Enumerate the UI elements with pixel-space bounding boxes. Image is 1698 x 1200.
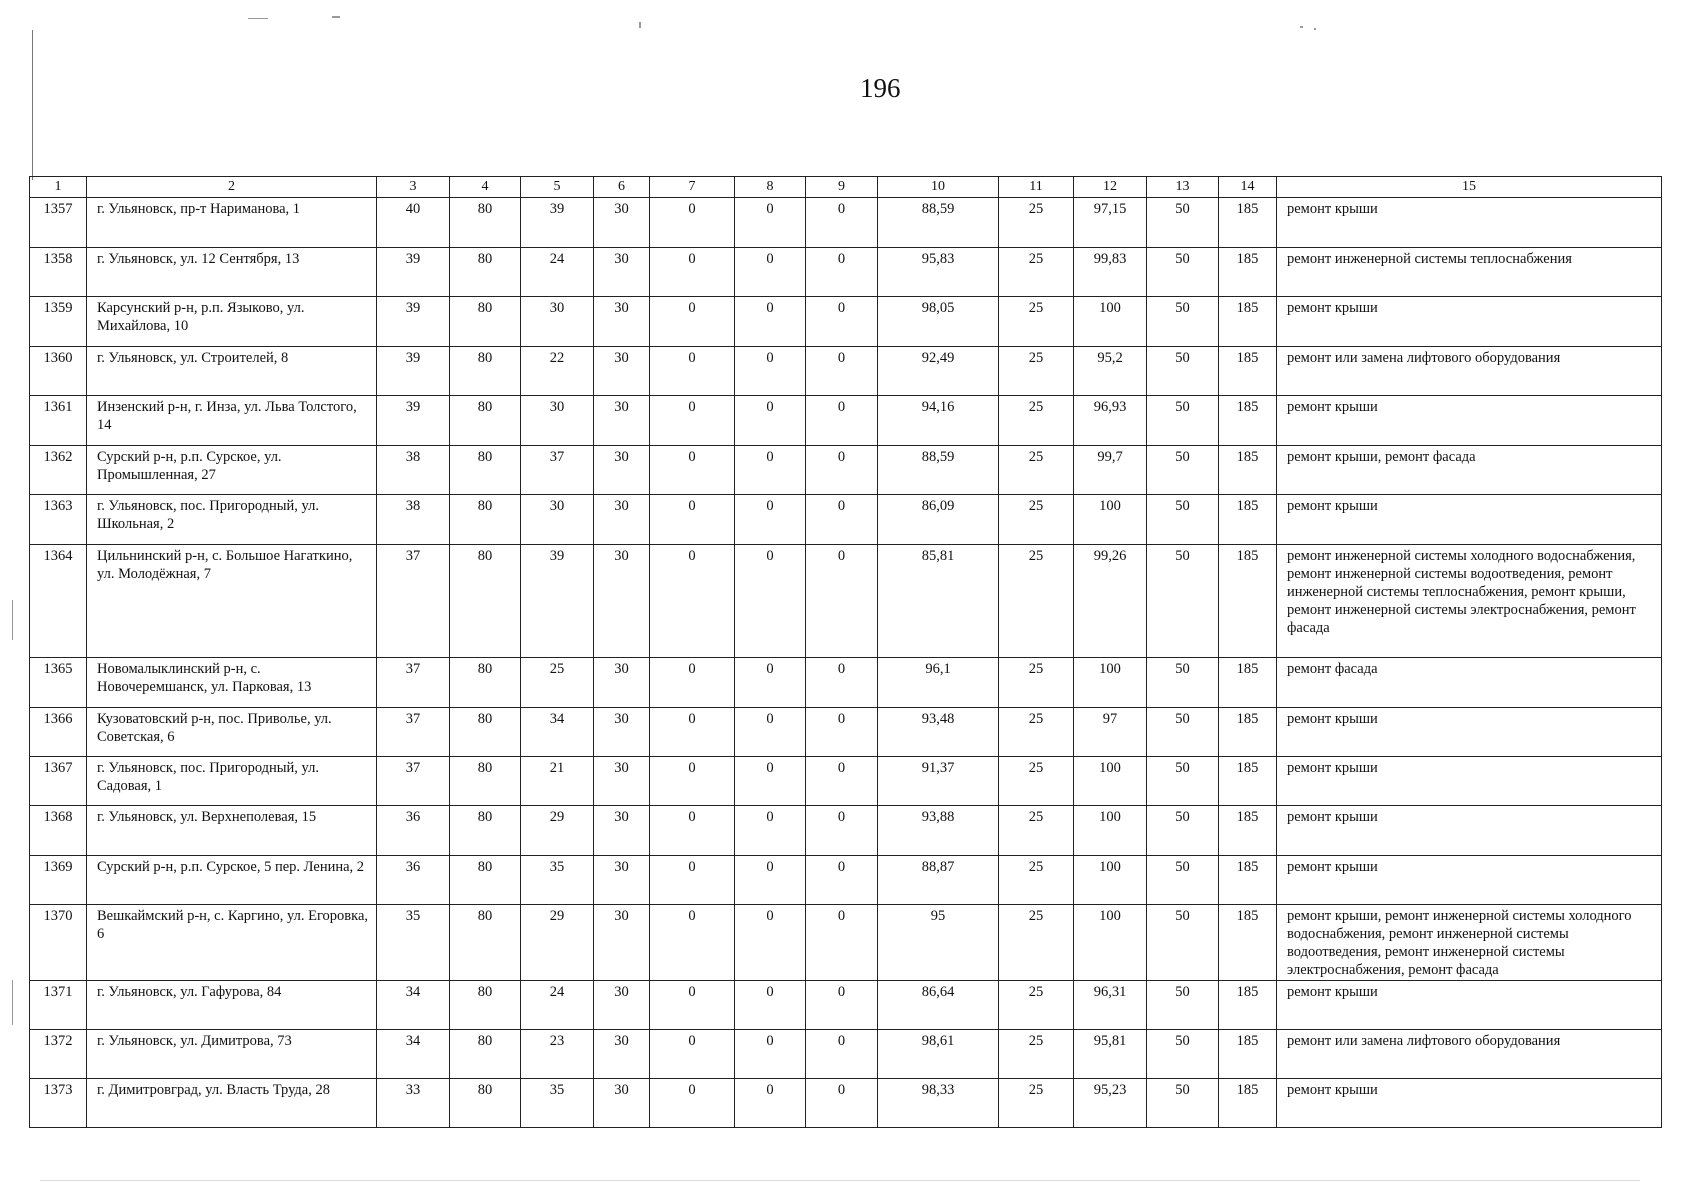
col6-cell: 30 — [594, 981, 650, 1030]
column-header: 14 — [1219, 177, 1277, 198]
work-type-cell: ремонт крыши, ремонт фасада — [1277, 446, 1662, 495]
col6-cell: 30 — [594, 297, 650, 347]
col11-cell: 25 — [999, 708, 1074, 757]
col5-cell: 24 — [521, 248, 594, 297]
col13-cell: 50 — [1147, 1079, 1219, 1128]
col8-cell: 0 — [735, 658, 806, 708]
col14-cell: 185 — [1219, 757, 1277, 806]
address-cell: Карсунский р-н, р.п. Языково, ул. Михайлова, 10 — [87, 297, 377, 347]
col13-cell: 50 — [1147, 1030, 1219, 1079]
col5-cell: 39 — [521, 545, 594, 658]
col7-cell: 0 — [650, 495, 735, 545]
row-number-cell: 1370 — [30, 905, 87, 981]
col4-cell: 80 — [450, 248, 521, 297]
work-type-cell: ремонт инженерной системы холодного водоснабжения, ремонт инженерной системы водоотведения, ремонт инженерной системы теплоснабжения, ремонт крыши, ремонт инженерной системы электроснабжения, ремонт фасада — [1277, 545, 1662, 658]
col7-cell: 0 — [650, 658, 735, 708]
col7-cell: 0 — [650, 198, 735, 248]
col14-cell: 185 — [1219, 396, 1277, 446]
col5-cell: 29 — [521, 905, 594, 981]
address-cell: Цильнинский р-н, с. Большое Нагаткино, ул. Молодёжная, 7 — [87, 545, 377, 658]
row-number-cell: 1358 — [30, 248, 87, 297]
col10-cell: 95 — [878, 905, 999, 981]
col11-cell: 25 — [999, 658, 1074, 708]
row-number-cell: 1372 — [30, 1030, 87, 1079]
col13-cell: 50 — [1147, 981, 1219, 1030]
table-row — [30, 198, 1662, 248]
address-cell: г. Ульяновск, пос. Пригородный, ул. Школьная, 2 — [87, 495, 377, 545]
col8-cell: 0 — [735, 198, 806, 248]
col9-cell: 0 — [806, 248, 878, 297]
col11-cell: 25 — [999, 446, 1074, 495]
column-header: 9 — [806, 177, 878, 198]
table-row — [30, 981, 1662, 1030]
col10-cell: 88,59 — [878, 446, 999, 495]
col7-cell: 0 — [650, 297, 735, 347]
column-header: 11 — [999, 177, 1074, 198]
col6-cell: 30 — [594, 396, 650, 446]
col10-cell: 93,88 — [878, 806, 999, 856]
column-header: 4 — [450, 177, 521, 198]
col5-cell: 37 — [521, 446, 594, 495]
work-type-cell: ремонт крыши — [1277, 495, 1662, 545]
col7-cell: 0 — [650, 248, 735, 297]
address-cell: Инзенский р-н, г. Инза, ул. Льва Толстого, 14 — [87, 396, 377, 446]
column-header: 15 — [1277, 177, 1662, 198]
col5-cell: 30 — [521, 396, 594, 446]
col14-cell: 185 — [1219, 545, 1277, 658]
address-cell: г. Ульяновск, ул. Димитрова, 73 — [87, 1030, 377, 1079]
col10-cell: 88,87 — [878, 856, 999, 905]
col14-cell: 185 — [1219, 1079, 1277, 1128]
row-number-cell: 1367 — [30, 757, 87, 806]
col13-cell: 50 — [1147, 446, 1219, 495]
row-number-cell: 1361 — [30, 396, 87, 446]
col10-cell: 95,83 — [878, 248, 999, 297]
col13-cell: 50 — [1147, 757, 1219, 806]
col9-cell: 0 — [806, 905, 878, 981]
col6-cell: 30 — [594, 806, 650, 856]
col3-cell: 39 — [377, 396, 450, 446]
work-type-cell: ремонт крыши — [1277, 396, 1662, 446]
col6-cell: 30 — [594, 347, 650, 396]
col13-cell: 50 — [1147, 198, 1219, 248]
col10-cell: 91,37 — [878, 757, 999, 806]
col9-cell: 0 — [806, 347, 878, 396]
col9-cell: 0 — [806, 981, 878, 1030]
column-header: 7 — [650, 177, 735, 198]
col6-cell: 30 — [594, 446, 650, 495]
col9-cell: 0 — [806, 757, 878, 806]
col4-cell: 80 — [450, 856, 521, 905]
col12-cell: 96,93 — [1074, 396, 1147, 446]
address-cell: Вешкаймский р-н, с. Каргино, ул. Егоровка, 6 — [87, 905, 377, 981]
col13-cell: 50 — [1147, 347, 1219, 396]
col5-cell: 22 — [521, 347, 594, 396]
col5-cell: 30 — [521, 297, 594, 347]
col12-cell: 95,2 — [1074, 347, 1147, 396]
col11-cell: 25 — [999, 198, 1074, 248]
col14-cell: 185 — [1219, 347, 1277, 396]
col5-cell: 34 — [521, 708, 594, 757]
col7-cell: 0 — [650, 708, 735, 757]
address-cell: г. Димитровград, ул. Власть Труда, 28 — [87, 1079, 377, 1128]
col14-cell: 185 — [1219, 905, 1277, 981]
work-type-cell: ремонт крыши — [1277, 856, 1662, 905]
col6-cell: 30 — [594, 495, 650, 545]
col11-cell: 25 — [999, 981, 1074, 1030]
col12-cell: 97 — [1074, 708, 1147, 757]
col5-cell: 25 — [521, 658, 594, 708]
col6-cell: 30 — [594, 1030, 650, 1079]
table-row — [30, 396, 1662, 446]
col13-cell: 50 — [1147, 396, 1219, 446]
col7-cell: 0 — [650, 905, 735, 981]
col12-cell: 97,15 — [1074, 198, 1147, 248]
column-header: 8 — [735, 177, 806, 198]
col7-cell: 0 — [650, 446, 735, 495]
col8-cell: 0 — [735, 347, 806, 396]
address-cell: Кузоватовский р-н, пос. Приволье, ул. Советская, 6 — [87, 708, 377, 757]
table-row — [30, 658, 1662, 708]
col6-cell: 30 — [594, 757, 650, 806]
table-row — [30, 297, 1662, 347]
work-type-cell: ремонт крыши — [1277, 1079, 1662, 1128]
col3-cell: 37 — [377, 757, 450, 806]
row-number-cell: 1373 — [30, 1079, 87, 1128]
col5-cell: 35 — [521, 856, 594, 905]
col4-cell: 80 — [450, 1030, 521, 1079]
col13-cell: 50 — [1147, 297, 1219, 347]
col4-cell: 80 — [450, 905, 521, 981]
col10-cell: 85,81 — [878, 545, 999, 658]
col11-cell: 25 — [999, 905, 1074, 981]
row-number-cell: 1359 — [30, 297, 87, 347]
col14-cell: 185 — [1219, 198, 1277, 248]
address-cell: г. Ульяновск, ул. 12 Сентября, 13 — [87, 248, 377, 297]
address-cell: г. Ульяновск, ул. Строителей, 8 — [87, 347, 377, 396]
column-header: 6 — [594, 177, 650, 198]
col8-cell: 0 — [735, 495, 806, 545]
col14-cell: 185 — [1219, 446, 1277, 495]
col8-cell: 0 — [735, 446, 806, 495]
col8-cell: 0 — [735, 856, 806, 905]
col8-cell: 0 — [735, 806, 806, 856]
col9-cell: 0 — [806, 1030, 878, 1079]
col12-cell: 100 — [1074, 495, 1147, 545]
col12-cell: 99,83 — [1074, 248, 1147, 297]
col12-cell: 100 — [1074, 905, 1147, 981]
col12-cell: 96,31 — [1074, 981, 1147, 1030]
col9-cell: 0 — [806, 658, 878, 708]
column-header: 13 — [1147, 177, 1219, 198]
col11-cell: 25 — [999, 757, 1074, 806]
col5-cell: 30 — [521, 495, 594, 545]
col9-cell: 0 — [806, 806, 878, 856]
col9-cell: 0 — [806, 396, 878, 446]
col9-cell: 0 — [806, 495, 878, 545]
col10-cell: 88,59 — [878, 198, 999, 248]
col7-cell: 0 — [650, 396, 735, 446]
col4-cell: 80 — [450, 806, 521, 856]
col3-cell: 37 — [377, 545, 450, 658]
col7-cell: 0 — [650, 347, 735, 396]
col3-cell: 36 — [377, 856, 450, 905]
col13-cell: 50 — [1147, 806, 1219, 856]
row-number-cell: 1363 — [30, 495, 87, 545]
table-row — [30, 1079, 1662, 1128]
col6-cell: 30 — [594, 658, 650, 708]
table-row — [30, 806, 1662, 856]
table-row — [30, 545, 1662, 658]
col7-cell: 0 — [650, 1079, 735, 1128]
col3-cell: 37 — [377, 708, 450, 757]
col12-cell: 99,7 — [1074, 446, 1147, 495]
work-type-cell: ремонт крыши — [1277, 757, 1662, 806]
col12-cell: 100 — [1074, 856, 1147, 905]
col8-cell: 0 — [735, 545, 806, 658]
col12-cell: 100 — [1074, 297, 1147, 347]
col12-cell: 100 — [1074, 658, 1147, 708]
work-type-cell: ремонт инженерной системы теплоснабжения — [1277, 248, 1662, 297]
scan-left-rule — [32, 30, 33, 180]
work-type-cell: ремонт фасада — [1277, 658, 1662, 708]
col12-cell: 100 — [1074, 806, 1147, 856]
col3-cell: 39 — [377, 347, 450, 396]
work-type-cell: ремонт или замена лифтового оборудования — [1277, 1030, 1662, 1079]
col9-cell: 0 — [806, 1079, 878, 1128]
col8-cell: 0 — [735, 248, 806, 297]
col6-cell: 30 — [594, 905, 650, 981]
col12-cell: 100 — [1074, 757, 1147, 806]
work-type-cell: ремонт или замена лифтового оборудования — [1277, 347, 1662, 396]
work-type-cell: ремонт крыши, ремонт инженерной системы холодного водоснабжения, ремонт инженерной системы водоотведения, ремонт инженерной системы электроснабжения, ремонт фасада — [1277, 905, 1662, 981]
col9-cell: 0 — [806, 446, 878, 495]
col14-cell: 185 — [1219, 856, 1277, 905]
col8-cell: 0 — [735, 1030, 806, 1079]
col7-cell: 0 — [650, 1030, 735, 1079]
address-cell: Сурский р-н, р.п. Сурское, ул. Промышленная, 27 — [87, 446, 377, 495]
col6-cell: 30 — [594, 545, 650, 658]
col6-cell: 30 — [594, 248, 650, 297]
col4-cell: 80 — [450, 981, 521, 1030]
row-number-cell: 1365 — [30, 658, 87, 708]
col9-cell: 0 — [806, 545, 878, 658]
col13-cell: 50 — [1147, 905, 1219, 981]
col3-cell: 36 — [377, 806, 450, 856]
col14-cell: 185 — [1219, 297, 1277, 347]
col14-cell: 185 — [1219, 806, 1277, 856]
col6-cell: 30 — [594, 708, 650, 757]
col13-cell: 50 — [1147, 545, 1219, 658]
col5-cell: 24 — [521, 981, 594, 1030]
col14-cell: 185 — [1219, 708, 1277, 757]
col3-cell: 37 — [377, 658, 450, 708]
col10-cell: 98,61 — [878, 1030, 999, 1079]
col10-cell: 98,33 — [878, 1079, 999, 1128]
col13-cell: 50 — [1147, 658, 1219, 708]
column-header: 10 — [878, 177, 999, 198]
col10-cell: 93,48 — [878, 708, 999, 757]
col14-cell: 185 — [1219, 1030, 1277, 1079]
col4-cell: 80 — [450, 396, 521, 446]
col10-cell: 86,64 — [878, 981, 999, 1030]
col4-cell: 80 — [450, 495, 521, 545]
col11-cell: 25 — [999, 248, 1074, 297]
col9-cell: 0 — [806, 856, 878, 905]
col8-cell: 0 — [735, 396, 806, 446]
col8-cell: 0 — [735, 757, 806, 806]
column-header: 12 — [1074, 177, 1147, 198]
col3-cell: 34 — [377, 981, 450, 1030]
col5-cell: 39 — [521, 198, 594, 248]
address-cell: г. Ульяновск, ул. Гафурова, 84 — [87, 981, 377, 1030]
col12-cell: 95,81 — [1074, 1030, 1147, 1079]
col10-cell: 96,1 — [878, 658, 999, 708]
col11-cell: 25 — [999, 1079, 1074, 1128]
table-row — [30, 347, 1662, 396]
work-type-cell: ремонт крыши — [1277, 297, 1662, 347]
col3-cell: 39 — [377, 248, 450, 297]
col11-cell: 25 — [999, 396, 1074, 446]
col5-cell: 21 — [521, 757, 594, 806]
work-type-cell: ремонт крыши — [1277, 198, 1662, 248]
col10-cell: 86,09 — [878, 495, 999, 545]
col11-cell: 25 — [999, 495, 1074, 545]
col6-cell: 30 — [594, 856, 650, 905]
work-type-cell: ремонт крыши — [1277, 981, 1662, 1030]
col10-cell: 94,16 — [878, 396, 999, 446]
col4-cell: 80 — [450, 708, 521, 757]
address-cell: Сурский р-н, р.п. Сурское, 5 пер. Ленина, 2 — [87, 856, 377, 905]
table-row — [30, 1030, 1662, 1079]
address-cell: Новомалыклинский р-н, с. Новочеремшанск, ул. Парковая, 13 — [87, 658, 377, 708]
col5-cell: 23 — [521, 1030, 594, 1079]
col4-cell: 80 — [450, 198, 521, 248]
column-header: 1 — [30, 177, 87, 198]
col4-cell: 80 — [450, 446, 521, 495]
work-type-cell: ремонт крыши — [1277, 708, 1662, 757]
table-row — [30, 495, 1662, 545]
address-cell: г. Ульяновск, пос. Пригородный, ул. Садовая, 1 — [87, 757, 377, 806]
column-header: 2 — [87, 177, 377, 198]
table-row — [30, 446, 1662, 495]
col11-cell: 25 — [999, 545, 1074, 658]
column-header: 3 — [377, 177, 450, 198]
col14-cell: 185 — [1219, 658, 1277, 708]
col7-cell: 0 — [650, 545, 735, 658]
work-type-cell: ремонт крыши — [1277, 806, 1662, 856]
row-number-cell: 1357 — [30, 198, 87, 248]
row-number-cell: 1368 — [30, 806, 87, 856]
col11-cell: 25 — [999, 806, 1074, 856]
col4-cell: 80 — [450, 1079, 521, 1128]
col3-cell: 40 — [377, 198, 450, 248]
col11-cell: 25 — [999, 1030, 1074, 1079]
col3-cell: 33 — [377, 1079, 450, 1128]
col6-cell: 30 — [594, 198, 650, 248]
col7-cell: 0 — [650, 806, 735, 856]
col12-cell: 95,23 — [1074, 1079, 1147, 1128]
address-cell: г. Ульяновск, пр-т Нариманова, 1 — [87, 198, 377, 248]
data-table — [29, 176, 1662, 1128]
col4-cell: 80 — [450, 757, 521, 806]
col4-cell: 80 — [450, 658, 521, 708]
col8-cell: 0 — [735, 1079, 806, 1128]
col11-cell: 25 — [999, 856, 1074, 905]
row-number-cell: 1360 — [30, 347, 87, 396]
row-number-cell: 1369 — [30, 856, 87, 905]
col10-cell: 92,49 — [878, 347, 999, 396]
table-row — [30, 856, 1662, 905]
row-number-cell: 1362 — [30, 446, 87, 495]
col8-cell: 0 — [735, 981, 806, 1030]
col5-cell: 29 — [521, 806, 594, 856]
table-row — [30, 248, 1662, 297]
row-number-cell: 1371 — [30, 981, 87, 1030]
col7-cell: 0 — [650, 856, 735, 905]
col12-cell: 99,26 — [1074, 545, 1147, 658]
col11-cell: 25 — [999, 347, 1074, 396]
col14-cell: 185 — [1219, 495, 1277, 545]
table-row — [30, 757, 1662, 806]
row-number-cell: 1366 — [30, 708, 87, 757]
col9-cell: 0 — [806, 708, 878, 757]
col14-cell: 185 — [1219, 248, 1277, 297]
col4-cell: 80 — [450, 347, 521, 396]
col3-cell: 38 — [377, 446, 450, 495]
col9-cell: 0 — [806, 198, 878, 248]
col8-cell: 0 — [735, 708, 806, 757]
header-row — [30, 177, 1662, 198]
col4-cell: 80 — [450, 297, 521, 347]
column-header: 5 — [521, 177, 594, 198]
col6-cell: 30 — [594, 1079, 650, 1128]
col8-cell: 0 — [735, 905, 806, 981]
table-row — [30, 905, 1662, 981]
col11-cell: 25 — [999, 297, 1074, 347]
col8-cell: 0 — [735, 297, 806, 347]
col13-cell: 50 — [1147, 856, 1219, 905]
col7-cell: 0 — [650, 981, 735, 1030]
col7-cell: 0 — [650, 757, 735, 806]
col5-cell: 35 — [521, 1079, 594, 1128]
table-row — [30, 708, 1662, 757]
page-number: 196 — [860, 73, 901, 103]
col9-cell: 0 — [806, 297, 878, 347]
col14-cell: 185 — [1219, 981, 1277, 1030]
row-number-cell: 1364 — [30, 545, 87, 658]
col4-cell: 80 — [450, 545, 521, 658]
col13-cell: 50 — [1147, 248, 1219, 297]
col3-cell: 35 — [377, 905, 450, 981]
col13-cell: 50 — [1147, 708, 1219, 757]
col3-cell: 38 — [377, 495, 450, 545]
col13-cell: 50 — [1147, 495, 1219, 545]
address-cell: г. Ульяновск, ул. Верхнеполевая, 15 — [87, 806, 377, 856]
col3-cell: 39 — [377, 297, 450, 347]
col3-cell: 34 — [377, 1030, 450, 1079]
col10-cell: 98,05 — [878, 297, 999, 347]
